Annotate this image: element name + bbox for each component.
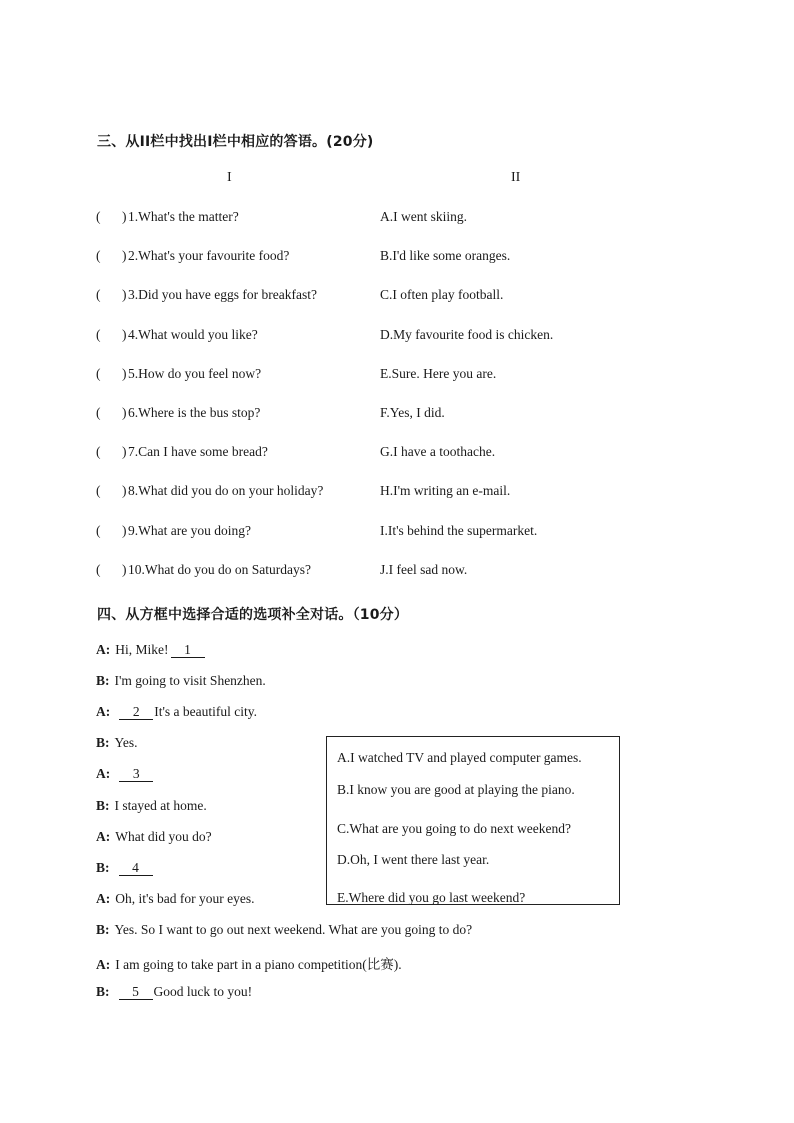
answer-paren-open: ( — [96, 326, 101, 342]
dialogue-line — [96, 798, 207, 814]
dialogue-line — [96, 922, 472, 938]
answer-blank[interactable]: 3 — [119, 767, 153, 782]
dialogue-text: I am going to take part in a piano competition(比赛). — [115, 957, 402, 972]
answer-paren-close: ) — [122, 287, 127, 303]
dialogue-text: What did you do? — [115, 828, 212, 844]
column-header-i: I — [227, 170, 232, 185]
answer-item: C.I often play football. — [380, 287, 504, 303]
answer-paren-close: ) — [122, 209, 127, 224]
dialogue-line — [96, 704, 257, 720]
dialogue-line — [96, 673, 266, 689]
speaker-label: B: — [96, 797, 110, 813]
speaker-label: B: — [96, 673, 110, 689]
speaker-label: B: — [96, 921, 110, 937]
question-item: 5.How do you feel now? — [128, 365, 262, 381]
answer-item: F.Yes, I did. — [380, 405, 445, 420]
answer-item: H.I'm writing an e-mail. — [380, 483, 511, 499]
answer-paren-open: ( — [96, 405, 101, 420]
option-a: A.I watched TV and played computer games. — [337, 750, 582, 765]
answer-paren-close: ) — [122, 444, 127, 460]
answer-blank[interactable]: 2 — [119, 705, 153, 720]
answer-paren-open: ( — [96, 561, 101, 577]
answer-item: G.I have a toothache. — [380, 444, 496, 460]
dialogue-text-after: It's a beautiful city. — [154, 704, 258, 720]
section3-heading: 三、从II栏中找出I栏中相应的答语。(20分) — [97, 134, 374, 150]
question-item: 8.What did you do on your holiday? — [128, 483, 324, 499]
question-item: 3.Did you have eggs for breakfast? — [128, 287, 317, 303]
answer-paren-open: ( — [96, 287, 101, 303]
question-item: 4.What would you like? — [128, 326, 258, 342]
answer-paren-open: ( — [96, 365, 101, 381]
dialogue-line — [96, 766, 154, 782]
speaker-label: A: — [96, 957, 111, 972]
question-item: 9.What are you doing? — [128, 522, 251, 538]
speaker-label: B: — [96, 735, 110, 751]
option-d: D.Oh, I went there last year. — [337, 852, 490, 867]
speaker-label: A: — [96, 890, 111, 906]
answer-item: A.I went skiing. — [380, 209, 467, 224]
dialogue-text-after: Good luck to you! — [153, 984, 253, 1000]
options-box — [326, 736, 620, 905]
answer-paren-close: ) — [122, 405, 127, 420]
dialogue-line — [96, 735, 138, 751]
answer-paren-open: ( — [96, 209, 101, 224]
dialogue-line — [96, 829, 212, 845]
answer-item: J.I feel sad now. — [380, 561, 468, 577]
dialogue-line — [96, 953, 402, 973]
answer-item: B.I'd like some oranges. — [380, 248, 511, 264]
section4-heading: 四、从方框中选择合适的选项补全对话。（10分） — [97, 607, 409, 623]
question-item: 7.Can I have some bread? — [128, 444, 268, 460]
option-c: C.What are you going to do next weekend? — [337, 821, 571, 836]
answer-paren-close: ) — [122, 365, 127, 381]
question-item: 10.What do you do on Saturdays? — [128, 561, 311, 577]
answer-paren-open: ( — [96, 483, 101, 499]
answer-paren-close: ) — [122, 326, 127, 342]
answer-blank[interactable]: 5 — [119, 985, 153, 1000]
answer-item: E.Sure. Here you are. — [380, 365, 497, 381]
dialogue-text: Yes. — [114, 735, 138, 751]
answer-item: D.My favourite food is chicken. — [380, 326, 554, 342]
speaker-label: A: — [96, 704, 111, 720]
answer-blank[interactable]: 1 — [171, 643, 205, 658]
answer-paren-close: ) — [122, 561, 127, 577]
question-item: 1.What's the matter? — [128, 209, 239, 224]
speaker-label: A: — [96, 766, 111, 782]
answer-paren-close: ) — [122, 248, 127, 264]
option-e: E.Where did you go last weekend? — [337, 890, 526, 905]
speaker-label: B: — [96, 984, 110, 1000]
dialogue-text: I'm going to visit Shenzhen. — [114, 673, 266, 689]
question-item: 2.What's your favourite food? — [128, 248, 290, 264]
question-item: 6.Where is the bus stop? — [128, 405, 261, 420]
answer-paren-open: ( — [96, 248, 101, 264]
dialogue-text: I stayed at home. — [114, 797, 207, 813]
speaker-label: A: — [96, 828, 111, 844]
dialogue-text: Yes. So I want to go out next weekend. What are you going to do? — [114, 921, 473, 937]
dialogue-line — [96, 642, 206, 658]
speaker-label: B: — [96, 859, 110, 875]
answer-item: I.It's behind the supermarket. — [380, 522, 538, 538]
dialogue-line — [96, 891, 255, 907]
answer-paren-close: ) — [122, 483, 127, 499]
answer-paren-open: ( — [96, 522, 101, 538]
speaker-label: A: — [96, 642, 111, 657]
dialogue-text: Hi, Mike! — [115, 642, 169, 657]
answer-blank[interactable]: 4 — [119, 861, 153, 876]
column-header-ii: II — [511, 170, 521, 185]
dialogue-text: Oh, it's bad for your eyes. — [115, 890, 255, 906]
dialogue-line — [96, 860, 154, 876]
answer-paren-open: ( — [96, 444, 101, 460]
option-b: B.I know you are good at playing the piano. — [337, 782, 575, 797]
answer-paren-close: ) — [122, 522, 127, 538]
dialogue-line — [96, 984, 252, 1000]
